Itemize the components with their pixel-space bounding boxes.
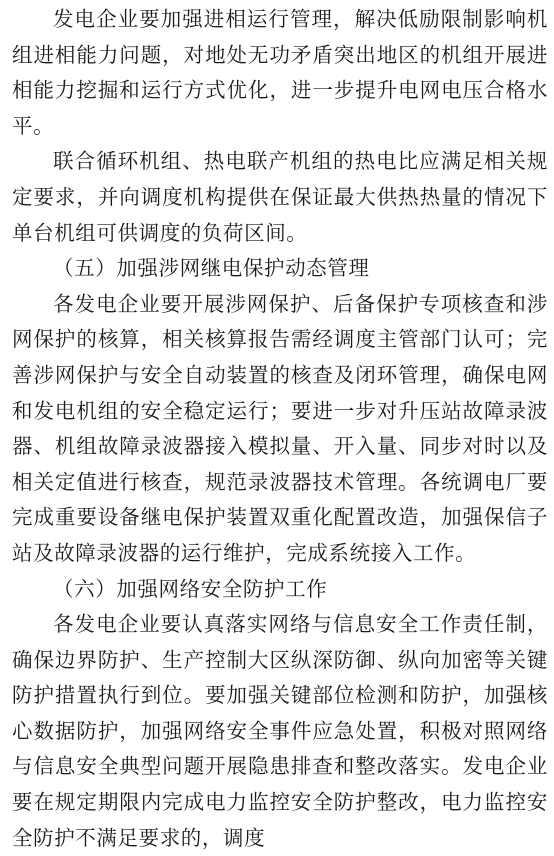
paragraph-reactive-operation: 发电企业要加强进相运行管理，解决低励限制影响机组进相能力问题，对地处无功矛盾突出地区的机组开展进相能力挖掘和运行方式优化，进一步提升电网电压合格水平。 <box>12 7 548 138</box>
document-body <box>12 2 548 856</box>
paragraph-network-security: 各发电企业要认真落实网络与信息安全工作责任制，确保边界防护、生产控制大区纵深防御、纵向加密等关键防护措置执行到位。要加强关键部位检测和防护，加强核心数据防护，加强网络安全事件应急处置，积极对照网络与信息安全典型问题开展隐患排查和整改落实。发电企业要在规定期限内完成电力监控安全防护整改，电力监控安全防护不满足要求的，调度 <box>12 612 548 850</box>
section-heading-network-security: （六）加强网络安全防护工作 <box>53 576 328 601</box>
paragraph-heat-power-ratio: 联合循环机组、热电联产机组的热电比应满足相关规定要求，并向调度机构提供在保证最大供热热量的情况下单台机组可供调度的负荷区间。 <box>12 149 548 245</box>
paragraph-relay-protection: 各发电企业要开展涉网保护、后备保护专项核查和涉网保护的核算，相关核算报告需经调度主管部门认可；完善涉网保护与安全自动装置的核查及闭环管理，确保电网和发电机组的安全稳定运行；要进一步对升压站故障录波器、机组故障录波器接入模拟量、开入量、同步对时以及相关定值进行核查，规范录波器技术管理。各统调电厂要完成重要设备继电保护装置双重化配置改造，加强保信子站及故障录波器的运行维护，完成系统接入工作。 <box>12 291 548 565</box>
section-heading-relay-protection: （五）加强涉网继电保护动态管理 <box>53 256 370 281</box>
